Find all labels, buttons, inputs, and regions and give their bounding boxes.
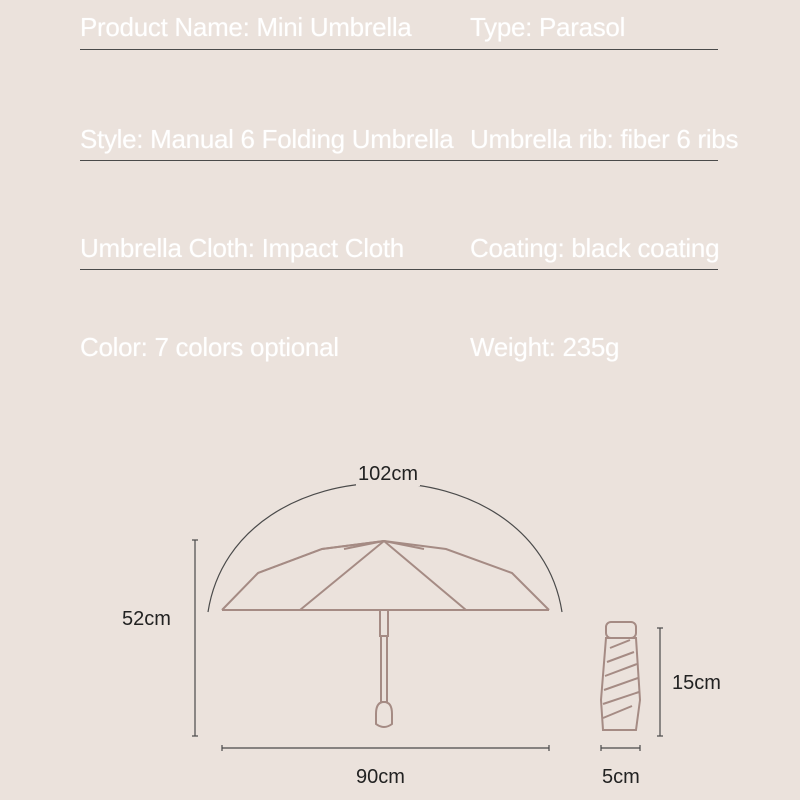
arc-length-label: 102cm	[358, 463, 419, 485]
spec-rib: Umbrella rib: fiber 6 ribs	[470, 124, 739, 154]
width-dimension-line	[222, 745, 549, 751]
spec-product-name: Product Name: Mini Umbrella	[80, 12, 412, 42]
spec-color: Color: 7 colors optional	[80, 332, 339, 362]
spec-coating: Coating: black coating	[470, 233, 720, 263]
spec-style: Style: Manual 6 Folding Umbrella	[80, 124, 454, 154]
folded-length-label: 15cm	[672, 672, 721, 694]
folded-width-label: 5cm	[602, 766, 640, 788]
umbrella-canopy	[222, 541, 549, 610]
open-width-label: 90cm	[356, 766, 405, 788]
spec-type: Type: Parasol	[470, 12, 626, 42]
open-height-label: 52cm	[122, 608, 171, 630]
umbrella-shaft	[376, 610, 392, 727]
arc-dimension-line	[208, 483, 562, 612]
height-dimension-line	[192, 540, 198, 736]
spec-weight: Weight: 235g	[470, 332, 620, 362]
folded-umbrella	[601, 622, 640, 730]
folded-width-dimension-line	[601, 745, 640, 751]
folded-length-dimension-line	[657, 628, 663, 736]
spec-cloth: Umbrella Cloth: Impact Cloth	[80, 233, 404, 263]
